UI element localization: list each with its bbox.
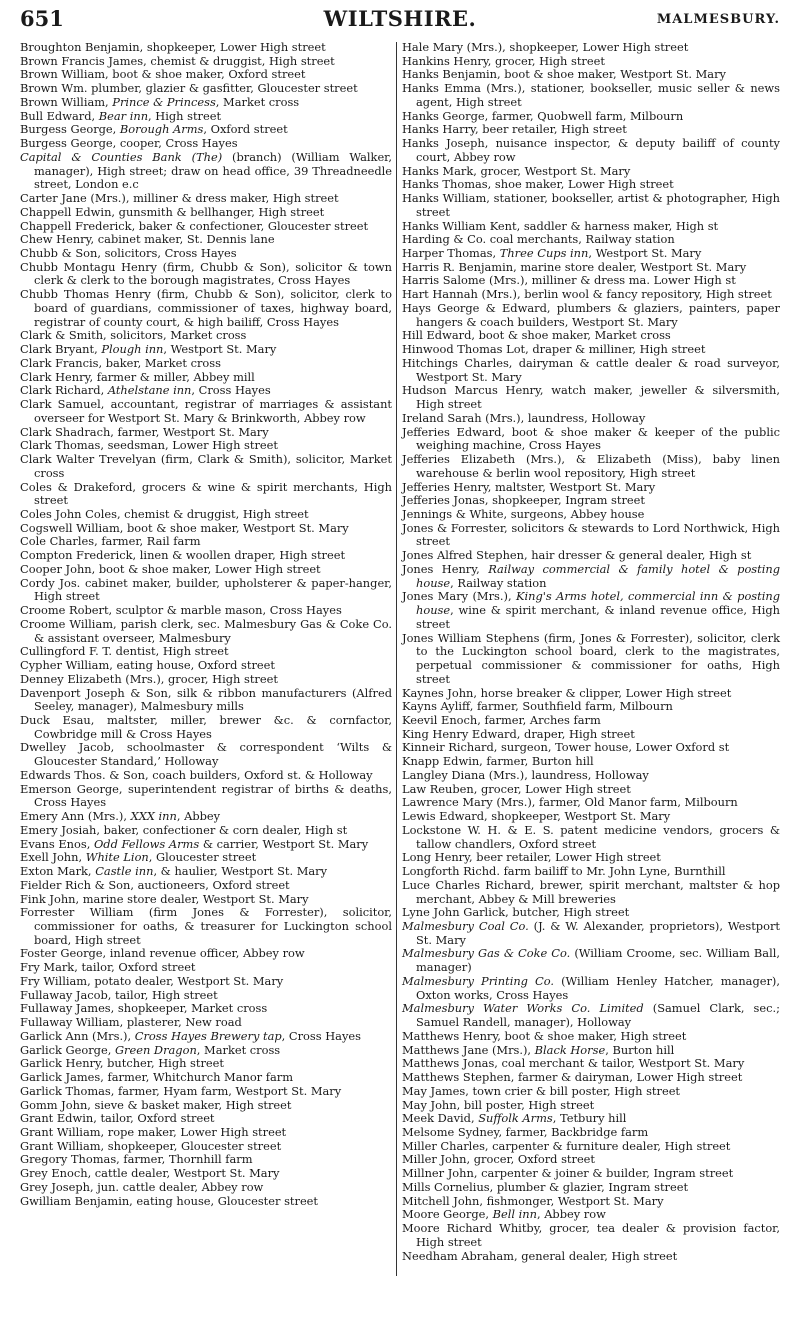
- directory-entry: Clark Bryant, Plough inn, Westport St. Mary: [20, 342, 277, 357]
- directory-entry: Chubb Thomas Henry (firm, Chubb & Son), solicitor, clerk to board of guardians, commissioner of taxes, highway board, registrar of county court, & high bailiff, Cross Hayes: [20, 287, 392, 329]
- directory-entry: Miller Charles, carpenter & furniture dealer, High street: [402, 1138, 731, 1153]
- directory-entry: Cogswell William, boot & shoe maker, Westport St. Mary: [20, 520, 349, 535]
- italic-name: Capital & Counties Bank (The): [20, 149, 223, 164]
- directory-entry: Melsome Sydney, farmer, Backbridge farm: [402, 1125, 649, 1140]
- directory-entry: Hanks Thomas, shoe maker, Lower High street: [402, 177, 674, 192]
- directory-entry: Lewis Edward, shopkeeper, Westport St. Mary: [402, 809, 671, 824]
- directory-entry: May John, bill poster, High street: [402, 1097, 595, 1112]
- italic-name: Malmesbury Gas & Coke Co.: [402, 946, 571, 961]
- directory-entry: Brown Wm. plumber, glazier & gasfitter, Gloucester street: [20, 81, 358, 96]
- directory-entry: Luce Charles Richard, brewer, spirit merchant, maltster & hop merchant, Abbey & Mill breweries: [402, 877, 780, 906]
- directory-entry: Duck Esau, maltster, miller, brewer &c. & cornfactor, Cowbridge mill & Cross Hayes: [20, 712, 392, 741]
- directory-entry: Clark Henry, farmer & miller, Abbey mill: [20, 369, 255, 384]
- directory-entry: Jones Alfred Stephen, hair dresser & general dealer, High st: [402, 548, 752, 563]
- directory-entry: Grant William, rope maker, Lower High street: [20, 1125, 287, 1140]
- directory-entry: Needham Abraham, general dealer, High street: [402, 1248, 678, 1263]
- directory-entry: Cypher William, eating house, Oxford street: [20, 658, 275, 673]
- directory-entry: Mills Cornelius, plumber & glazier, Ingram street: [402, 1179, 689, 1194]
- directory-entry: Burgess George, cooper, Cross Hayes: [20, 136, 238, 151]
- directory-entry: Matthews Jonas, coal merchant & tailor, Westport St. Mary: [402, 1056, 745, 1071]
- directory-entry: Harris R. Benjamin, marine store dealer, Westport St. Mary: [402, 259, 747, 274]
- directory-entry: Hart Hannah (Mrs.), berlin wool & fancy repository, High street: [402, 287, 772, 302]
- directory-entry: Brown William, boot & shoe maker, Oxford street: [20, 67, 306, 82]
- directory-entry: Croome William, parish clerk, sec. Malmesbury Gas & Coke Co. & assistant overseer, Malmesbury: [20, 616, 392, 645]
- directory-entry: Jefferies Henry, maltster, Westport St. Mary: [402, 479, 656, 494]
- directory-entry: Lockstone W. H. & E. S. patent medicine vendors, grocers & tallow chandlers, Oxford street: [402, 822, 780, 851]
- directory-entry: Kinneir Richard, surgeon, Tower house, Lower Oxford st: [402, 740, 730, 755]
- directory-entry: Harding & Co. coal merchants, Railway station: [402, 232, 675, 247]
- directory-entry: Hanks George, farmer, Quobwell farm, Milbourn: [402, 108, 684, 123]
- directory-entry: Matthews Jane (Mrs.), Black Horse, Burton hill: [402, 1042, 675, 1057]
- italic-name: Athelstane inn: [107, 383, 192, 398]
- italic-name: Castle inn: [95, 864, 154, 879]
- directory-entry: Fry Mark, tailor, Oxford street: [20, 960, 196, 975]
- page-number: 651: [20, 6, 64, 31]
- directory-entry: Grey Enoch, cattle dealer, Westport St. Mary: [20, 1166, 280, 1181]
- directory-entry: Clark & Smith, solicitors, Market cross: [20, 328, 247, 343]
- column-divider: [396, 42, 397, 1276]
- directory-entry: Hitchings Charles, dairyman & cattle dealer & road surveyor, Westport St. Mary: [402, 355, 780, 384]
- directory-entry: Clark Walter Trevelyan (firm, Clark & Smith), solicitor, Market cross: [20, 452, 392, 480]
- directory-entry: Matthews Henry, boot & shoe maker, High street: [402, 1028, 687, 1043]
- directory-entry: Hanks William, stationer, bookseller, artist & photographer, High street: [402, 191, 780, 219]
- directory-entry: Brown William, Prince & Princess, Market cross: [20, 94, 300, 109]
- directory-entry: Gomm John, sieve & basket maker, High street: [20, 1097, 292, 1112]
- directory-entry: Garlick Ann (Mrs.), Cross Hayes Brewery tap, Cross Hayes: [20, 1028, 361, 1043]
- directory-entry: Grant Edwin, tailor, Oxford street: [20, 1111, 215, 1126]
- italic-name: Malmesbury Printing Co.: [402, 973, 555, 988]
- directory-entry: Lawrence Mary (Mrs.), farmer, Old Manor farm, Milbourn: [402, 795, 738, 810]
- italic-name: Malmesbury Water Works Co. Limited: [402, 1001, 644, 1016]
- directory-entry: Evans Enos, Odd Fellows Arms & carrier, Westport St. Mary: [20, 836, 369, 851]
- directory-entry: Jones William Stephens (firm, Jones & Forrester), solicitor, clerk to the Luckington school board, clerk to the magistrates, perpetual commissioner & commissioner for oaths, High street: [402, 630, 780, 686]
- directory-entry: Miller John, grocer, Oxford street: [402, 1152, 596, 1167]
- directory-entry: Keevil Enoch, farmer, Arches farm: [402, 712, 601, 727]
- directory-entry: Mitchell John, fishmonger, Westport St. Mary: [402, 1193, 664, 1208]
- directory-entry: Clark Thomas, seedsman, Lower High street: [20, 438, 278, 453]
- directory-entry: Clark Shadrach, farmer, Westport St. Mary: [20, 424, 269, 439]
- directory-entry: Law Reuben, grocer, Lower High street: [402, 781, 631, 796]
- directory-entry: Hanks Joseph, nuisance inspector, & deputy bailiff of county court, Abbey row: [402, 136, 780, 164]
- directory-entry: Hanks Emma (Mrs.), stationer, bookseller, music seller & news agent, High street: [402, 81, 780, 109]
- directory-entry: Hays George & Edward, plumbers & glaziers, painters, paper hangers & coach builders, Westport St. Mary: [402, 300, 780, 329]
- directory-entry: Malmesbury Gas & Coke Co. (William Croome, sec. William Ball, manager): [402, 946, 781, 975]
- directory-entry: Harper Thomas, Three Cups inn, Westport St. Mary: [402, 246, 702, 261]
- directory-entry: Brown Francis James, chemist & druggist, High street: [20, 53, 335, 68]
- directory-entry: Broughton Benjamin, shopkeeper, Lower High street: [20, 40, 326, 54]
- italic-name: Odd Fellows Arms: [93, 836, 200, 851]
- italic-name: Plough inn: [101, 342, 164, 357]
- italic-name: Railway commercial & family hotel & posting house: [416, 561, 780, 590]
- directory-entry: Fielder Rich & Son, auctioneers, Oxford street: [20, 877, 290, 892]
- directory-entry: Chew Henry, cabinet maker, St. Dennis lane: [20, 232, 275, 247]
- italic-name: Three Cups inn: [499, 246, 589, 261]
- directory-entry: Hanks Benjamin, boot & shoe maker, Westport St. Mary: [402, 67, 726, 82]
- directory-entry: Gwilliam Benjamin, eating house, Gloucester street: [20, 1193, 318, 1208]
- directory-entry: Edwards Thos. & Son, coach builders, Oxford st. & Holloway: [20, 767, 373, 782]
- directory-entry: Kaynes John, horse breaker & clipper, Lower High street: [402, 685, 732, 700]
- directory-entry: Malmesbury Water Works Co. Limited (Samuel Clark, sec.; Samuel Randell, manager), Holloway: [402, 1001, 780, 1030]
- directory-column-right: [402, 41, 780, 1263]
- directory-entry: Dwelley Jacob, schoolmaster & correspondent ‘Wilts & Gloucester Standard,’ Holloway: [20, 740, 392, 769]
- directory-entry: Long Henry, beer retailer, Lower High street: [402, 850, 661, 865]
- directory-entry: May James, town crier & bill poster, High street: [402, 1083, 681, 1098]
- directory-entry: Fry William, potato dealer, Westport St. Mary: [20, 973, 284, 988]
- directory-entry: Exton Mark, Castle inn, & haulier, Westport St. Mary: [20, 864, 328, 879]
- directory-entry: King Henry Edward, draper, High street: [402, 726, 635, 741]
- directory-entry: Grey Joseph, jun. cattle dealer, Abbey row: [20, 1179, 264, 1194]
- italic-name: Black Horse: [534, 1042, 606, 1057]
- directory-entry: Millner John, carpenter & joiner & builder, Ingram street: [402, 1166, 734, 1181]
- directory-entry: Chappell Edwin, gunsmith & bellhanger, High street: [20, 204, 325, 219]
- directory-entry: Langley Diana (Mrs.), laundress, Holloway: [402, 767, 649, 782]
- directory-entry: Malmesbury Coal Co. (J. & W. Alexander, proprietors), Westport St. Mary: [402, 919, 780, 947]
- directory-entry: Hanks Mark, grocer, Westport St. Mary: [402, 163, 631, 178]
- directory-entry: Hudson Marcus Henry, watch maker, jeweller & silversmith, High street: [402, 383, 780, 412]
- directory-entry: Garlick Henry, butcher, High street: [20, 1056, 224, 1071]
- page-title: WILTSHIRE.: [323, 6, 477, 31]
- directory-entry: Cullingford F. T. dentist, High street: [20, 644, 229, 659]
- directory-entry: Meek David, Suffolk Arms, Tetbury hill: [402, 1111, 627, 1126]
- directory-entry: Emery Ann (Mrs.), XXX inn, Abbey: [20, 809, 221, 824]
- directory-entry: Bull Edward, Bear inn, High street: [20, 108, 222, 123]
- directory-entry: Cordy Jos. cabinet maker, builder, upholsterer & paper-hanger, High street: [20, 575, 392, 604]
- directory-entry: Garlick Thomas, farmer, Hyam farm, Westport St. Mary: [20, 1083, 342, 1098]
- directory-entry: Lyne John Garlick, butcher, High street: [402, 905, 630, 920]
- directory-entry: Jefferies Edward, boot & shoe maker & keeper of the public weighing machine, Cross Hayes: [402, 424, 780, 453]
- directory-entry: Garlick George, Green Dragon, Market cross: [20, 1042, 281, 1057]
- directory-entry: Jefferies Elizabeth (Mrs.), & Elizabeth (Miss), baby linen warehouse & berlin wool repository, High street: [402, 452, 780, 480]
- section-heading: MALMESBURY.: [656, 12, 780, 27]
- directory-entry: Hale Mary (Mrs.), shopkeeper, Lower High street: [402, 40, 689, 54]
- directory-entry: Jennings & White, surgeons, Abbey house: [402, 506, 645, 521]
- italic-name: XXX inn: [130, 809, 177, 824]
- directory-entry: Ireland Sarah (Mrs.), laundress, Holloway: [402, 410, 646, 425]
- italic-name: Green Dragon: [114, 1042, 197, 1057]
- italic-name: Borough Arms: [119, 122, 204, 137]
- directory-entry: Capital & Counties Bank (The) (branch) (William Walker, manager), High street; draw on head office, 39 Threadneedle street, London e.c: [20, 149, 392, 192]
- directory-entry: Moore George, Bell inn, Abbey row: [402, 1207, 606, 1222]
- directory-entry: Emerson George, superintendent registrar of births & deaths, Cross Hayes: [20, 781, 392, 810]
- directory-entry: Coles & Drakeford, grocers & wine & spirit merchants, High street: [20, 479, 392, 508]
- directory-entry: Garlick James, farmer, Whitchurch Manor farm: [20, 1070, 294, 1085]
- directory-entry: Foster George, inland revenue officer, Abbey row: [20, 946, 305, 961]
- directory-entry: Jones Mary (Mrs.), King's Arms hotel, commercial inn & posting house, wine & spirit merchant, & inland revenue office, High street: [402, 589, 780, 631]
- directory-entry: Grant William, shopkeeper, Gloucester street: [20, 1138, 282, 1153]
- directory-entry: Hanks Harry, beer retailer, High street: [402, 122, 627, 137]
- directory-entry: Matthews Stephen, farmer & dairyman, Lower High street: [402, 1070, 743, 1085]
- italic-name: Suffolk Arms: [478, 1111, 553, 1126]
- directory-entry: Exell John, White Lion, Gloucester street: [20, 850, 257, 865]
- directory-entry: Croome Robert, sculptor & marble mason, Cross Hayes: [20, 603, 342, 618]
- directory-entry: Jefferies Jonas, shopkeeper, Ingram street: [402, 493, 645, 508]
- directory-entry: Davenport Joseph & Son, silk & ribbon manufacturers (Alfred Seeley, manager), Malmesbury mills: [20, 685, 392, 714]
- directory-entry: Cooper John, boot & shoe maker, Lower High street: [20, 561, 321, 576]
- italic-name: Cross Hayes Brewery tap: [134, 1028, 282, 1043]
- directory-entry: Fink John, marine store dealer, Westport St. Mary: [20, 891, 309, 906]
- directory-entry: Cole Charles, farmer, Rail farm: [20, 534, 201, 549]
- directory-entry: Chappell Frederick, baker & confectioner, Gloucester street: [20, 218, 369, 233]
- directory-entry: Moore Richard Whitby, grocer, tea dealer & provision factor, High street: [402, 1221, 780, 1249]
- directory-entry: Compton Frederick, linen & woollen draper, High street: [20, 548, 346, 563]
- directory-entry: Hinwood Thomas Lot, draper & milliner, High street: [402, 342, 706, 357]
- directory-entry: Malmesbury Printing Co. (William Henley Hatcher, manager), Oxton works, Cross Hayes: [402, 973, 781, 1002]
- directory-entry: Hill Edward, boot & shoe maker, Market cross: [402, 328, 671, 343]
- directory-entry: Coles John Coles, chemist & druggist, High street: [20, 506, 309, 521]
- directory-entry: Clark Francis, baker, Market cross: [20, 355, 221, 370]
- directory-entry: Kayns Ayliff, farmer, Southfield farm, Milbourn: [402, 699, 673, 714]
- directory-entry: Clark Samuel, accountant, registrar of marriages & assistant overseer for Westport St. Mary & Brinkworth, Abbey row: [20, 397, 392, 425]
- italic-name: King's Arms hotel, commercial inn & posting house: [416, 589, 780, 618]
- directory-entry: Jones & Forrester, solicitors & stewards to Lord Northwick, High street: [402, 520, 780, 549]
- directory-entry: Fullaway James, shopkeeper, Market cross: [20, 1001, 268, 1016]
- italic-name: Bear inn: [98, 108, 149, 123]
- italic-name: Malmesbury Coal Co.: [402, 919, 529, 933]
- directory-entry: Emery Josiah, baker, confectioner & corn dealer, High st: [20, 822, 348, 837]
- directory-entry: Chubb & Son, solicitors, Cross Hayes: [20, 246, 237, 261]
- directory-entry: Forrester William (firm Jones & Forrester), solicitor, commissioner for oaths, & treasurer for Luckington school board, High street: [20, 905, 392, 947]
- directory-entry: Chubb Montagu Henry (firm, Chubb & Son), solicitor & town clerk & clerk to the borough magistrates, Cross Hayes: [20, 259, 392, 288]
- directory-entry: Burgess George, Borough Arms, Oxford street: [20, 122, 288, 137]
- italic-name: Bell inn: [492, 1207, 537, 1222]
- italic-name: Prince & Princess: [112, 94, 216, 109]
- directory-column-left: [20, 41, 392, 1208]
- directory-entry: Clark Richard, Athelstane inn, Cross Hayes: [20, 383, 271, 398]
- directory-entry: Longforth Richd. farm bailiff to Mr. John Lyne, Burnthill: [402, 864, 726, 879]
- italic-name: White Lion: [85, 850, 149, 865]
- directory-entry: Gregory Thomas, farmer, Thornhill farm: [20, 1152, 253, 1167]
- directory-entry: Fullaway Jacob, tailor, High street: [20, 987, 218, 1002]
- directory-entry: Jones Henry, Railway commercial & family hotel & posting house, Railway station: [402, 561, 780, 590]
- directory-entry: Carter Jane (Mrs.), milliner & dress maker, High street: [20, 191, 339, 206]
- directory-entry: Hanks William Kent, saddler & harness maker, High st: [402, 218, 719, 233]
- directory-entry: Knapp Edwin, farmer, Burton hill: [402, 754, 594, 769]
- directory-entry: Hankins Henry, grocer, High street: [402, 53, 605, 68]
- directory-entry: Fullaway William, plasterer, New road: [20, 1015, 242, 1030]
- directory-entry: Denney Elizabeth (Mrs.), grocer, High street: [20, 671, 278, 686]
- directory-entry: Harris Salome (Mrs.), milliner & dress ma. Lower High st: [402, 273, 736, 288]
